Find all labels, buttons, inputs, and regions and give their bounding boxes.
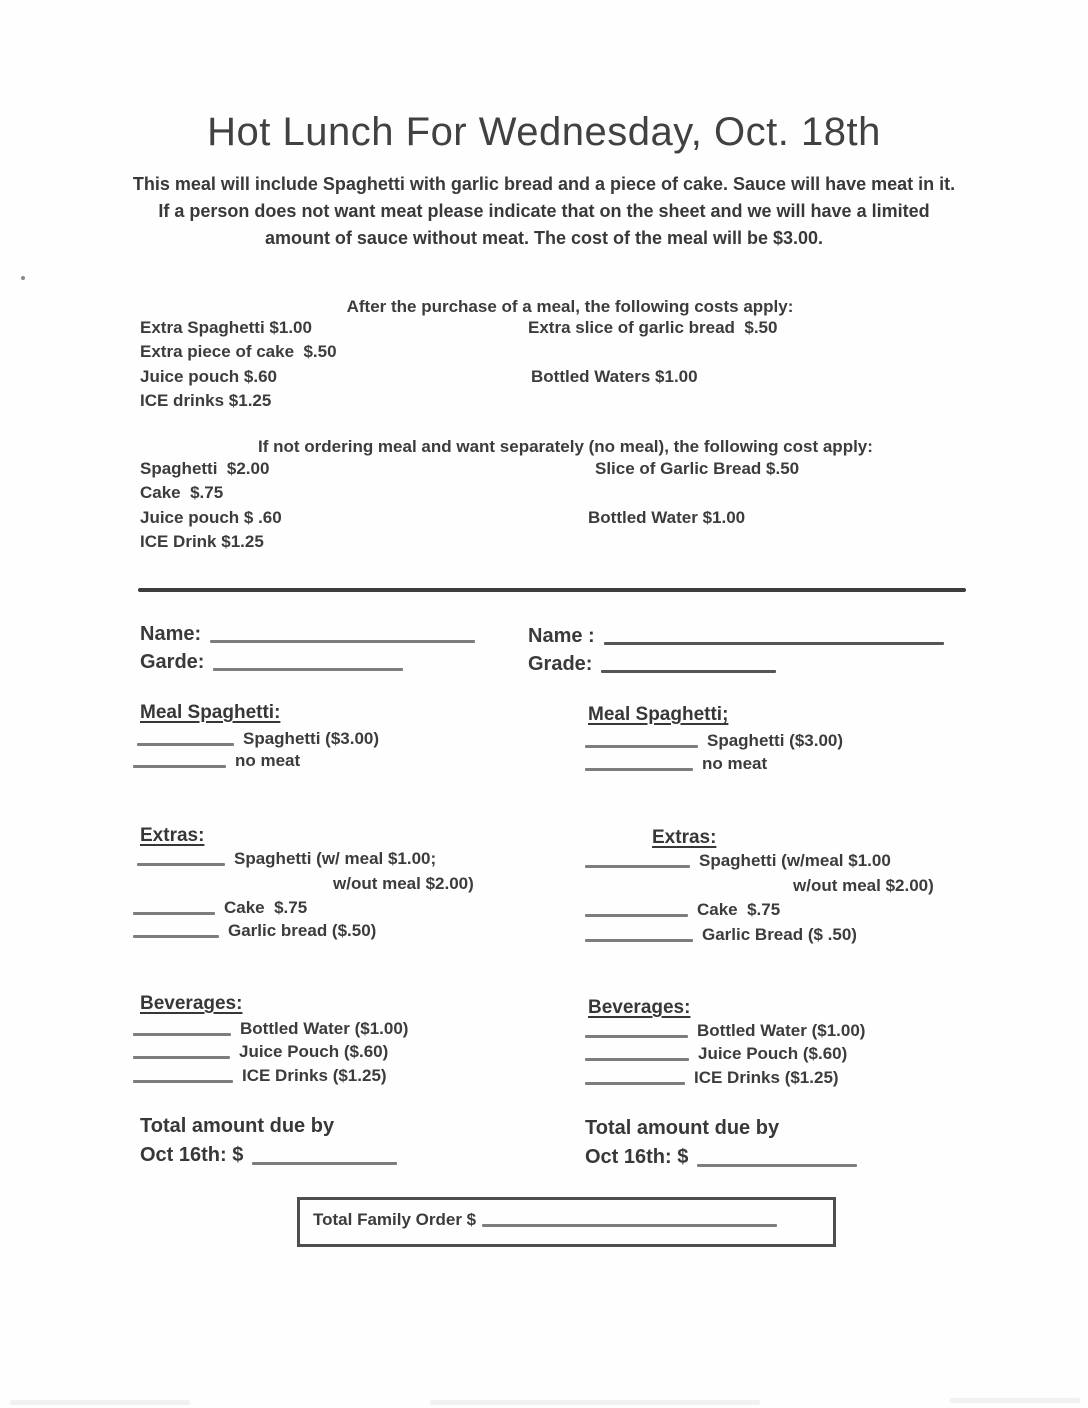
list-item: Juice pouch $ .60	[140, 507, 282, 527]
bev-water-row-right: Bottled Water ($1.00)	[585, 1021, 865, 1041]
list-item: Extra piece of cake $.50	[140, 342, 337, 362]
qty-write-line	[133, 1056, 230, 1059]
list-item: ICE drinks $1.25	[140, 391, 272, 411]
extras-garlic-row-left: Garlic bread ($.50)	[133, 921, 376, 941]
extras-heading-right: Extras:	[652, 827, 717, 848]
extras-spaghetti-row2-left: w/out meal $2.00)	[333, 874, 474, 893]
name-write-line	[604, 642, 944, 645]
qty-write-line	[133, 935, 219, 938]
list-item: Spaghetti $2.00	[140, 459, 270, 478]
total-write-line	[697, 1164, 857, 1167]
bev-juice-row-right: Juice Pouch ($.60)	[585, 1044, 847, 1064]
beverages-heading-left: Beverages:	[140, 993, 243, 1014]
meal-heading-left: Meal Spaghetti:	[140, 702, 281, 723]
meal-nomeat-row-left: no meat	[133, 751, 300, 771]
no-meal-heading: If not ordering meal and want separately (no meal), the following cost apply:	[258, 437, 873, 456]
meal-nomeat-row-right: no meat	[585, 754, 767, 774]
bev-water-row-left: Bottled Water ($1.00)	[133, 1019, 408, 1039]
name-row-right	[528, 625, 944, 648]
no-meal-left-list	[140, 457, 282, 555]
grade-write-line	[213, 668, 403, 671]
list-item: ICE Drink $1.25	[140, 532, 264, 552]
intro-line-3: amount of sauce without meat. The cost of the meal will be $3.00.	[264, 228, 824, 248]
scan-artifact-dot	[21, 276, 25, 280]
list-item: Bottled Water $1.00	[588, 508, 746, 527]
total-due-label-left: Total amount due by	[140, 1115, 335, 1137]
scan-smudge	[10, 1400, 190, 1405]
extras-heading-left: Extras:	[140, 825, 205, 846]
grade-row-left	[140, 651, 403, 674]
total-due-row-right: Oct 16th: $	[585, 1143, 857, 1171]
qty-write-line	[137, 863, 225, 866]
family-order-box	[297, 1197, 836, 1247]
page-title: Hot Lunch For Wednesday, Oct. 18th	[207, 110, 881, 154]
bev-ice-row-right: ICE Drinks ($1.25)	[585, 1068, 839, 1088]
bev-juice-row-left: Juice Pouch ($.60)	[133, 1042, 388, 1062]
meal-spaghetti-row-left: Spaghetti ($3.00)	[137, 729, 379, 749]
extras-spaghetti-row2-right: w/out meal $2.00)	[793, 876, 934, 895]
list-item: Extra Spaghetti $1.00	[140, 318, 312, 337]
family-order-write-line	[482, 1224, 777, 1227]
grade-label: Garde:	[140, 651, 205, 673]
name-row-left	[140, 623, 475, 646]
qty-write-line	[137, 743, 234, 746]
family-order-label: Total Family Order $	[313, 1210, 477, 1229]
qty-write-line	[133, 912, 215, 915]
after-meal-left-list	[140, 316, 337, 414]
total-due-row-left: Oct 16th: $	[140, 1141, 397, 1169]
qty-write-line	[585, 745, 698, 748]
list-item: Extra slice of garlic bread $.50	[528, 318, 778, 337]
meal-heading-right: Meal Spaghetti;	[588, 704, 729, 725]
qty-write-line	[133, 1033, 231, 1036]
qty-write-line	[133, 765, 226, 768]
scan-smudge	[950, 1398, 1080, 1403]
intro-line-1: This meal will include Spaghetti with garlic bread and a piece of cake. Sauce will have meat in it.	[132, 174, 956, 194]
grade-write-line	[601, 670, 776, 673]
list-item: Slice of Garlic Bread $.50	[595, 459, 800, 478]
qty-write-line	[585, 914, 688, 917]
qty-write-line	[585, 1058, 689, 1061]
after-meal-heading: After the purchase of a meal, the following costs apply:	[346, 297, 794, 316]
section-divider	[138, 588, 966, 592]
bev-ice-row-left: ICE Drinks ($1.25)	[133, 1066, 387, 1086]
qty-write-line	[585, 768, 693, 771]
total-due-label-right: Total amount due by	[585, 1117, 780, 1139]
total-write-line	[252, 1162, 397, 1165]
list-item: Juice pouch $.60	[140, 366, 277, 386]
intro-line-2: If a person does not want meat please indicate that on the sheet and we will have a limited	[158, 201, 930, 221]
family-order-row	[313, 1210, 777, 1230]
qty-write-line	[133, 1080, 233, 1083]
qty-write-line	[585, 865, 690, 868]
extras-spaghetti-row-left: Spaghetti (w/ meal $1.00;	[137, 849, 436, 869]
extras-spaghetti-row-right: Spaghetti (w/meal $1.00	[585, 851, 891, 871]
list-item: Bottled Waters $1.00	[531, 367, 698, 386]
list-item: Cake $.75	[140, 483, 224, 503]
name-label: Name :	[528, 625, 595, 647]
meal-spaghetti-row-right: Spaghetti ($3.00)	[585, 731, 843, 751]
extras-garlic-row-right: Garlic Bread ($ .50)	[585, 925, 857, 945]
qty-write-line	[585, 1082, 685, 1085]
qty-write-line	[585, 939, 693, 942]
name-write-line	[210, 640, 475, 643]
extras-cake-row-right: Cake $.75	[585, 900, 780, 920]
grade-label: Grade:	[528, 653, 593, 675]
name-label: Name:	[140, 623, 202, 645]
beverages-heading-right: Beverages:	[588, 997, 691, 1018]
grade-row-right	[528, 653, 776, 676]
qty-write-line	[585, 1035, 688, 1038]
intro-paragraph	[0, 171, 1088, 252]
extras-cake-row-left: Cake $.75	[133, 898, 307, 918]
intro-bold-spaghetti: Spaghetti	[322, 174, 405, 194]
scan-smudge	[430, 1400, 760, 1405]
